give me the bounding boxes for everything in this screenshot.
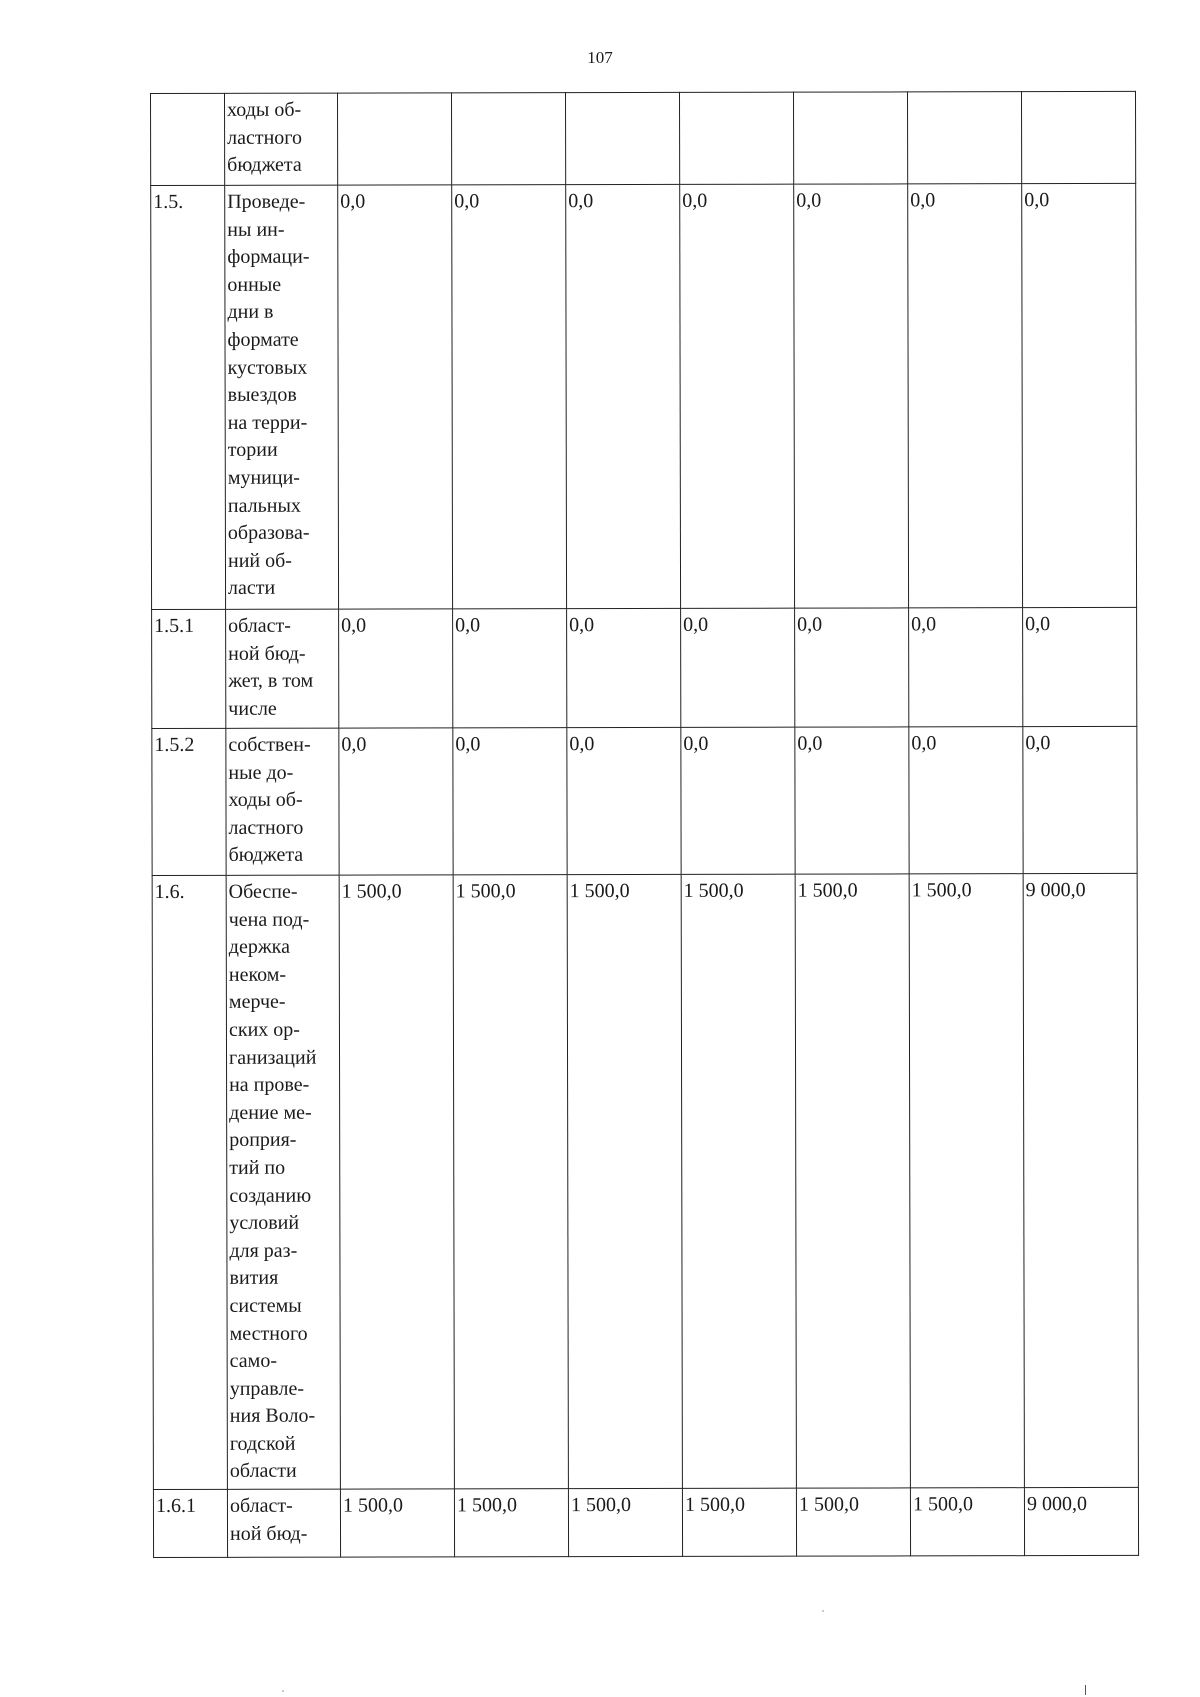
- row-name-line: ластного: [227, 126, 303, 149]
- row-name-cell: [226, 875, 340, 1489]
- row-name-line: формаци-: [227, 245, 310, 269]
- value-text: 1 500,0: [911, 879, 972, 902]
- value-cell: [681, 608, 795, 727]
- value-cell: [1024, 1487, 1138, 1555]
- value-text: 0,0: [911, 732, 937, 755]
- row-name-line: мерче-: [228, 991, 286, 1014]
- value-text: 0,0: [455, 733, 481, 756]
- row-name-line: для раз-: [229, 1239, 298, 1262]
- value-cell: [339, 728, 453, 875]
- row-name-line: жет, в том: [228, 669, 314, 693]
- table-row: [151, 183, 1137, 609]
- value-cell: [909, 608, 1023, 727]
- row-name-cell: [226, 728, 339, 875]
- row-name-line: условий: [229, 1211, 300, 1234]
- value-cell: [795, 608, 909, 727]
- value-cell: [795, 874, 910, 1488]
- value-text: 1 500,0: [798, 1493, 859, 1516]
- row-name-line: ских ор-: [228, 1018, 300, 1041]
- value-cell: [1023, 873, 1138, 1487]
- scan-speck: [282, 1690, 284, 1692]
- value-cell: [793, 92, 907, 184]
- value-text: 0,0: [1024, 189, 1050, 212]
- row-name-line: на терри-: [227, 411, 308, 434]
- row-name-line: управле-: [229, 1377, 305, 1400]
- row-number-cell: 1.5.: [151, 185, 226, 609]
- value-text: 0,0: [341, 614, 367, 637]
- value-text: 1 500,0: [570, 1493, 631, 1517]
- value-cell: [909, 874, 1024, 1488]
- value-text: 9 000,0: [1025, 879, 1086, 902]
- row-number-cell: 1.6.1: [153, 1489, 227, 1557]
- row-name-line: ходы об-: [228, 788, 303, 812]
- row-name-line: Проведе-: [227, 190, 306, 213]
- row-name-line: годской: [229, 1432, 296, 1455]
- value-cell: [453, 875, 568, 1489]
- page-number: 107: [587, 48, 613, 67]
- row-name-line: образова-: [227, 521, 310, 544]
- row-name-line: роприя-: [229, 1129, 297, 1152]
- value-text: 0,0: [910, 189, 936, 212]
- row-name-line: онные: [227, 273, 282, 296]
- row-name-line: вития: [229, 1267, 279, 1290]
- value-cell: [340, 1489, 454, 1557]
- value-cell: [681, 874, 796, 1488]
- value-cell: [567, 874, 682, 1488]
- value-text: 1 500,0: [455, 880, 516, 903]
- row-name-cell: [225, 185, 339, 609]
- value-text: 0,0: [911, 613, 937, 636]
- value-text: 0,0: [1025, 613, 1051, 636]
- row-name-line: муници-: [227, 466, 300, 489]
- value-text: 0,0: [682, 189, 708, 212]
- row-name-line: бюджета: [227, 153, 302, 177]
- scan-mark: [1085, 1685, 1086, 1695]
- value-text: 0,0: [797, 613, 823, 636]
- value-text: 1 500,0: [456, 1494, 517, 1517]
- value-text: 0,0: [797, 732, 823, 755]
- row-number-cell: 1.5.1: [152, 609, 226, 728]
- row-name-line: области: [229, 1460, 297, 1483]
- row-name-line: ны ин-: [227, 218, 285, 241]
- row-name-cell: [226, 609, 339, 728]
- value-cell: [680, 184, 795, 608]
- table-row: [152, 607, 1137, 728]
- row-name-line: тий по: [229, 1156, 286, 1179]
- row-name-line: держка: [228, 935, 290, 959]
- row-name-line: собствен-: [228, 733, 311, 756]
- value-cell: [339, 875, 454, 1489]
- value-text: 1 500,0: [797, 879, 858, 902]
- value-text: 9 000,0: [1026, 1493, 1087, 1516]
- value-cell: [681, 727, 795, 874]
- value-text: 1 500,0: [912, 1493, 973, 1516]
- value-text: 0,0: [569, 614, 595, 637]
- row-name-line: тории: [227, 439, 278, 462]
- row-name-line: неком-: [228, 963, 287, 986]
- value-text: 0,0: [683, 732, 709, 755]
- row-name-line: ния Воло-: [229, 1404, 316, 1428]
- value-cell: [908, 184, 1023, 608]
- row-name-line: чена под-: [228, 908, 310, 931]
- value-cell: [452, 185, 567, 609]
- row-name-line: ной бюд-: [228, 642, 306, 665]
- value-text: 1 500,0: [569, 879, 630, 903]
- row-name-line: ной бюд-: [229, 1522, 308, 1545]
- value-text: 0,0: [341, 733, 367, 756]
- value-cell: [567, 727, 681, 874]
- row-name-line: числе: [228, 697, 277, 720]
- table-body: [151, 91, 1139, 1557]
- value-text: 1 500,0: [683, 879, 744, 902]
- row-name-line: ные до-: [228, 761, 294, 784]
- row-name-line: выездов: [227, 383, 297, 406]
- value-cell: [338, 93, 452, 185]
- row-name-cell: [227, 1489, 340, 1557]
- row-name-line: ластного: [228, 816, 304, 839]
- row-name-cell: [225, 93, 338, 185]
- row-name-line: област-: [228, 614, 291, 637]
- row-name-line: на прове-: [229, 1073, 310, 1096]
- table-row: [153, 1487, 1138, 1557]
- table-row: [152, 726, 1137, 875]
- row-name-line: дни в: [227, 301, 274, 324]
- value-text: 1 500,0: [684, 1493, 745, 1516]
- value-cell: [907, 92, 1021, 184]
- table-row: [152, 873, 1138, 1489]
- value-text: 1 500,0: [342, 1494, 403, 1517]
- row-number-cell: 1.5.2: [152, 728, 226, 875]
- row-number-cell: 1.6.: [152, 875, 227, 1489]
- value-text: 0,0: [796, 189, 822, 212]
- row-name-line: област-: [229, 1494, 293, 1517]
- value-cell: [339, 609, 453, 728]
- row-number-cell: [151, 93, 225, 185]
- value-cell: [795, 727, 909, 874]
- value-cell: [453, 609, 567, 728]
- value-text: 0,0: [683, 613, 709, 636]
- value-cell: [1021, 91, 1135, 183]
- scan-speck: [822, 1610, 824, 1612]
- value-cell: [1022, 183, 1137, 607]
- row-name-line: ласти: [228, 577, 276, 600]
- row-name-line: ганизаций: [228, 1046, 317, 1069]
- value-text: 0,0: [454, 190, 480, 213]
- budget-table: [150, 91, 1139, 1558]
- value-cell: [453, 728, 567, 875]
- value-cell: [679, 92, 793, 184]
- value-cell: [568, 1488, 682, 1556]
- value-text: 0,0: [569, 733, 595, 756]
- value-text: 0,0: [340, 190, 366, 213]
- value-cell: [682, 1488, 796, 1556]
- value-text: 0,0: [455, 614, 481, 637]
- row-name-line: бюджета: [228, 844, 304, 867]
- row-name-line: созданию: [229, 1184, 312, 1207]
- row-name-line: Обеспе-: [228, 880, 298, 903]
- table-row: [151, 91, 1136, 185]
- value-cell: [454, 1489, 568, 1557]
- row-name-line: дение ме-: [229, 1101, 312, 1124]
- row-name-line: формате: [227, 328, 299, 351]
- value-cell: [566, 184, 681, 608]
- value-cell: [567, 608, 681, 727]
- value-cell: [1023, 726, 1137, 873]
- row-name-line: ходы об-: [227, 98, 302, 121]
- value-cell: [452, 93, 566, 185]
- value-cell: [910, 1488, 1024, 1556]
- row-name-line: ний об-: [227, 549, 292, 572]
- value-cell: [909, 727, 1023, 874]
- value-text: 0,0: [568, 190, 594, 213]
- value-text: 0,0: [1025, 732, 1051, 755]
- value-cell: [1023, 607, 1137, 726]
- row-name-line: пальных: [227, 494, 301, 517]
- row-name-line: само-: [229, 1349, 278, 1372]
- value-text: 1 500,0: [341, 880, 402, 903]
- value-cell: [796, 1488, 910, 1556]
- value-cell: [794, 184, 909, 608]
- value-cell: [566, 92, 680, 184]
- row-name-line: кустовых: [227, 356, 308, 379]
- row-name-line: местного: [229, 1322, 308, 1345]
- value-cell: [338, 185, 453, 609]
- row-name-line: системы: [229, 1294, 302, 1317]
